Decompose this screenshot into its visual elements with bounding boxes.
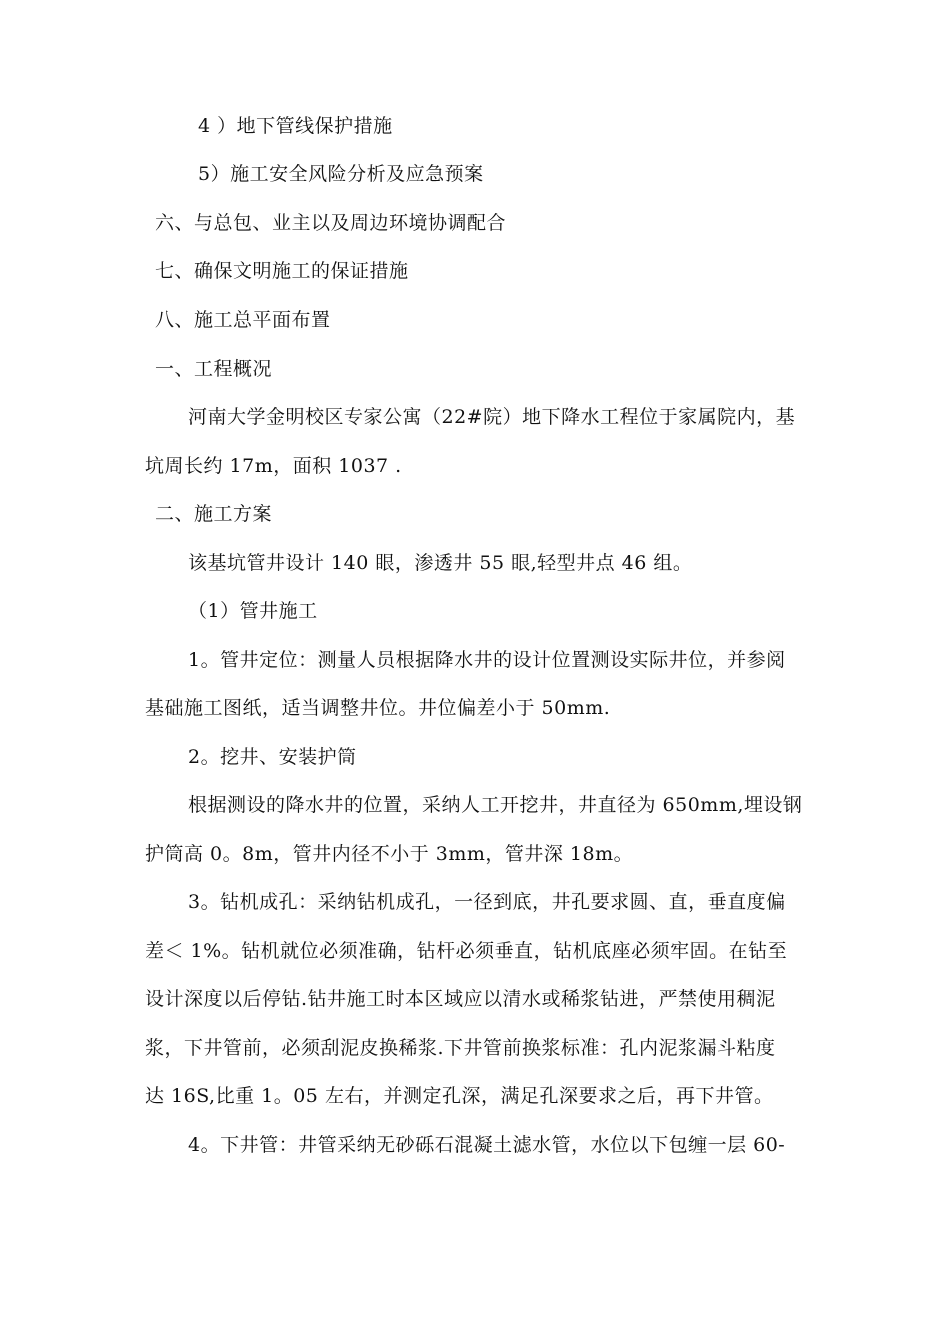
toc-item-civilized-construction: 七、确保文明施工的保证措施	[155, 260, 409, 282]
paragraph-line: 浆，下井管前，必须刮泥皮换稀浆.下井管前换浆标准：孔内泥浆漏斗粘度	[145, 1037, 776, 1059]
paragraph-line: 差＜ 1%。钻机就位必须准确，钻杆必须垂直，钻机底座必须牢固。在钻至	[145, 940, 788, 962]
section-heading-plan: 二、施工方案	[155, 503, 273, 525]
paragraph-line: 4。下井管：井管采纳无砂砾石混凝土滤水管，水位以下包缠一层 60-	[188, 1134, 786, 1156]
paragraph-line: 设计深度以后停钻.钻井施工时本区域应以清水或稀浆钻进，严禁使用稠泥	[145, 988, 776, 1010]
paragraph-line: 达 16S,比重 1。05 左右，并测定孔深，满足孔深要求之后，再下井管。	[145, 1085, 774, 1107]
step-heading: 2。挖井、安装护筒	[188, 746, 357, 768]
subsection-heading: （1）管井施工	[188, 600, 318, 622]
toc-item-pipeline-protection: 4 ）地下管线保护措施	[198, 115, 393, 137]
paragraph-line: 3。钻机成孔：采纳钻机成孔，一径到底，井孔要求圆、直，垂直度偏	[188, 891, 786, 913]
paragraph-line: 坑周长约 17m，面积 1037 .	[145, 455, 402, 477]
paragraph-line: 根据测设的降水井的位置，采纳人工开挖井，井直径为 650mm,埋设钢	[188, 794, 803, 816]
paragraph-line: 基础施工图纸，适当调整井位。井位偏差小于 50mm.	[145, 697, 611, 719]
paragraph-line: 1。管井定位：测量人员根据降水井的设计位置测设实际井位，并参阅	[188, 649, 786, 671]
section-heading-overview: 一、工程概况	[155, 358, 273, 380]
toc-item-safety-risk: 5）施工安全风险分析及应急预案	[198, 163, 484, 185]
toc-item-site-layout: 八、施工总平面布置	[155, 309, 331, 331]
paragraph-line: 该基坑管井设计 140 眼，渗透井 55 眼,轻型井点 46 组。	[188, 552, 693, 574]
toc-item-coordination: 六、与总包、业主以及周边环境协调配合	[155, 212, 507, 234]
paragraph-line: 护筒高 0。8m，管井内径不小于 3mm，管井深 18m。	[145, 843, 634, 865]
paragraph-line: 河南大学金明校区专家公寓（22#院）地下降水工程位于家属院内，基	[188, 406, 796, 428]
